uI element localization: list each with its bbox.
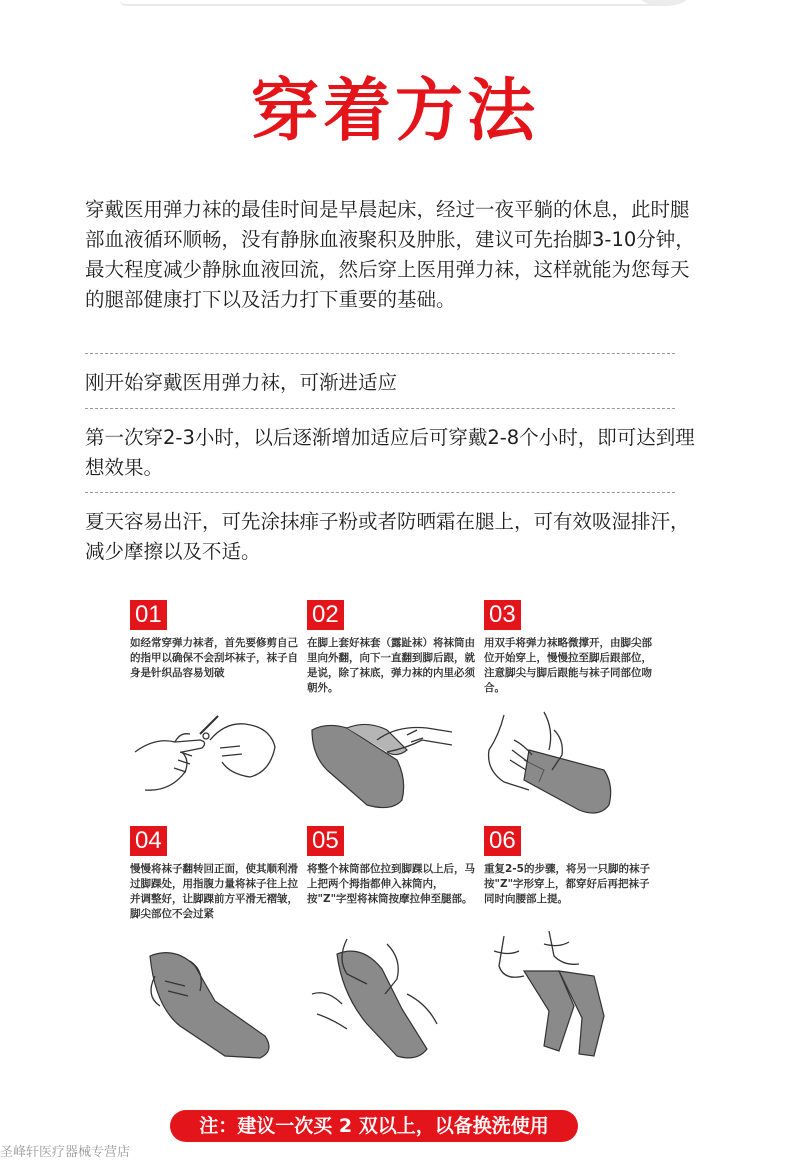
step-card-05 (307, 826, 477, 907)
step-number-badge: 06 (484, 826, 521, 856)
step-description: 慢慢将袜子翻转回正面，使其顺利滑过脚踝处，用指腹力量将袜子往上拉并调整好，让脚踝前方平滑无褶皱，脚尖部位不会过紧 (130, 863, 298, 920)
step-card-04 (130, 826, 300, 922)
step-number-badge: 01 (130, 600, 167, 630)
store-watermark: 圣峰轩医疗器械专营店 (0, 1145, 131, 1160)
top-decoration-bar (120, 0, 670, 6)
turning-stocking-inside-out-illustration (307, 720, 457, 820)
step-description: 如经常穿弹力袜者，首先要修剪自己的指甲以确保不会刮坏袜子，袜子自身是针织品容易划破 (130, 637, 298, 679)
step-card-01 (130, 600, 300, 681)
tip-summer-sweat: 夏天容易出汗，可先涂抹痱子粉或者防晒霜在腿上，可有效吸湿排汗，减少摩擦以及不适。 (85, 510, 690, 563)
page-title: 穿着方法 (250, 72, 539, 151)
step-description: 将整个袜筒部位拉到脚踝以上后，马上把两个拇指都伸入袜筒内，按"Z"字型将袜筒按摩拉伸至腿部。 (307, 863, 475, 905)
step-number-badge: 04 (130, 826, 167, 856)
intro-paragraph: 穿戴医用弹力袜的最佳时间是早晨起床，经过一夜平躺的休息，此时腿部血液循环顺畅，没有静脉血液聚积及肿胀，建议可先抬脚3-10分钟，最大程度减少静脉血液回流，然后穿上医用弹力袜，这样就能为您每天的腿部健康打下以及活力打下重要的基础。 (85, 198, 695, 311)
step-card-03 (484, 600, 654, 696)
dashed-divider (85, 492, 675, 493)
stretching-stocking-up-leg-illustration (307, 934, 457, 1064)
step-card-02 (307, 600, 477, 696)
tip-wearing-duration: 第一次穿2-3小时，以后逐渐增加适应后可穿戴2-8个小时，即可达到理想效果。 (85, 426, 695, 479)
step-description: 重复2-5的步骤，将另一只脚的袜子按"Z"字形穿上，都穿好后再把袜子同时向腰部上提。 (484, 863, 650, 905)
step-number-badge: 02 (307, 600, 344, 630)
dashed-divider (85, 353, 675, 354)
step-description: 用双手将弹力袜略微撑开，由脚尖部位开始穿上，慢慢拉至脚后跟部位，注意脚尖与脚后跟能与袜子同部位吻合。 (484, 637, 652, 694)
pulling-stockings-to-waist-illustration (484, 926, 634, 1061)
step-number-badge: 03 (484, 600, 521, 630)
rolling-stocking-over-ankle-illustration (130, 946, 280, 1064)
step-number-badge: 05 (307, 826, 344, 856)
hands-trimming-nails-illustration (130, 712, 280, 812)
dashed-divider (85, 408, 675, 409)
pulling-stocking-onto-foot-illustration (484, 710, 634, 822)
step-card-06 (484, 826, 654, 907)
step-description: 在脚上套好袜套（露趾袜）将袜筒由里向外翻，向下一直翻到脚后跟，就是说，除了袜底，弹力袜的内里必须朝外。 (307, 637, 475, 694)
tip-gradual-adaptation: 刚开始穿戴医用弹力袜，可渐进适应 (85, 371, 398, 394)
purchase-note-banner: 注：建议一次买 2 双以上，以备换洗使用 (170, 1110, 578, 1142)
